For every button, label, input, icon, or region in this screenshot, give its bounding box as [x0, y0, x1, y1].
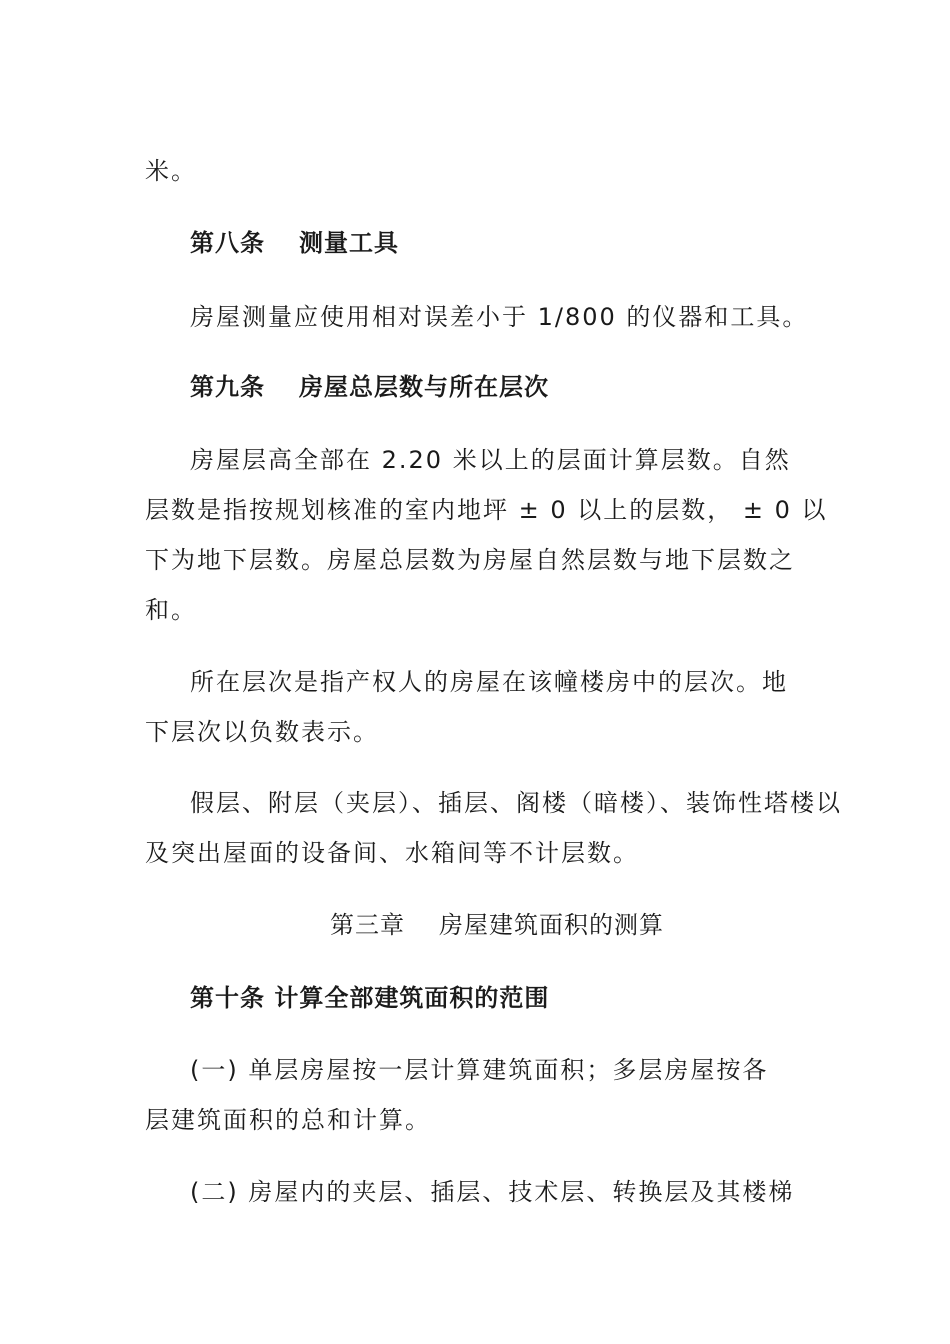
- list-item-line: (二) 房屋内的夹层、插层、技术层、转换层及其楼梯: [190, 1178, 795, 1206]
- paragraph-line: 和。: [145, 596, 197, 624]
- article-8-body: 房屋测量应使用相对误差小于 1/800 的仪器和工具。: [190, 303, 809, 331]
- article-10-heading: 第十条 计算全部建筑面积的范围: [190, 984, 550, 1012]
- list-item-line: 层建筑面积的总和计算。: [145, 1106, 431, 1134]
- chapter-3-number: 第三章: [330, 911, 405, 939]
- list-item-line: (一) 单层房屋按一层计算建筑面积；多层房屋按各: [190, 1056, 769, 1084]
- paragraph-line: 下层次以负数表示。: [145, 718, 379, 746]
- article-8-number: 第八条: [190, 229, 265, 257]
- paragraph-line: 层数是指按规划核准的室内地坪 ± 0 以上的层数， ± 0 以: [145, 496, 828, 524]
- fragment-text: 米。: [145, 157, 197, 185]
- paragraph-line: 假层、附层（夹层）、插层、阁楼（暗楼）、装饰性塔楼以: [190, 789, 842, 817]
- article-8-title: 测量工具: [299, 229, 399, 257]
- paragraph-line: 房屋层高全部在 2.20 米以上的层面计算层数。自然: [190, 446, 791, 474]
- article-9-number: 第九条: [190, 373, 265, 401]
- chapter-3-title: 房屋建筑面积的测算: [439, 911, 664, 939]
- article-9-heading: [190, 371, 549, 403]
- article-8-heading: [190, 227, 399, 259]
- paragraph-line: 所在层次是指产权人的房屋在该幢楼房中的层次。地: [190, 668, 788, 696]
- chapter-3-heading: [330, 909, 664, 941]
- article-9-title: 房屋总层数与所在层次: [299, 373, 549, 401]
- paragraph-line: 及突出屋面的设备间、水箱间等不计层数。: [145, 839, 639, 867]
- paragraph-line: 下为地下层数。房屋总层数为房屋自然层数与地下层数之: [145, 546, 795, 574]
